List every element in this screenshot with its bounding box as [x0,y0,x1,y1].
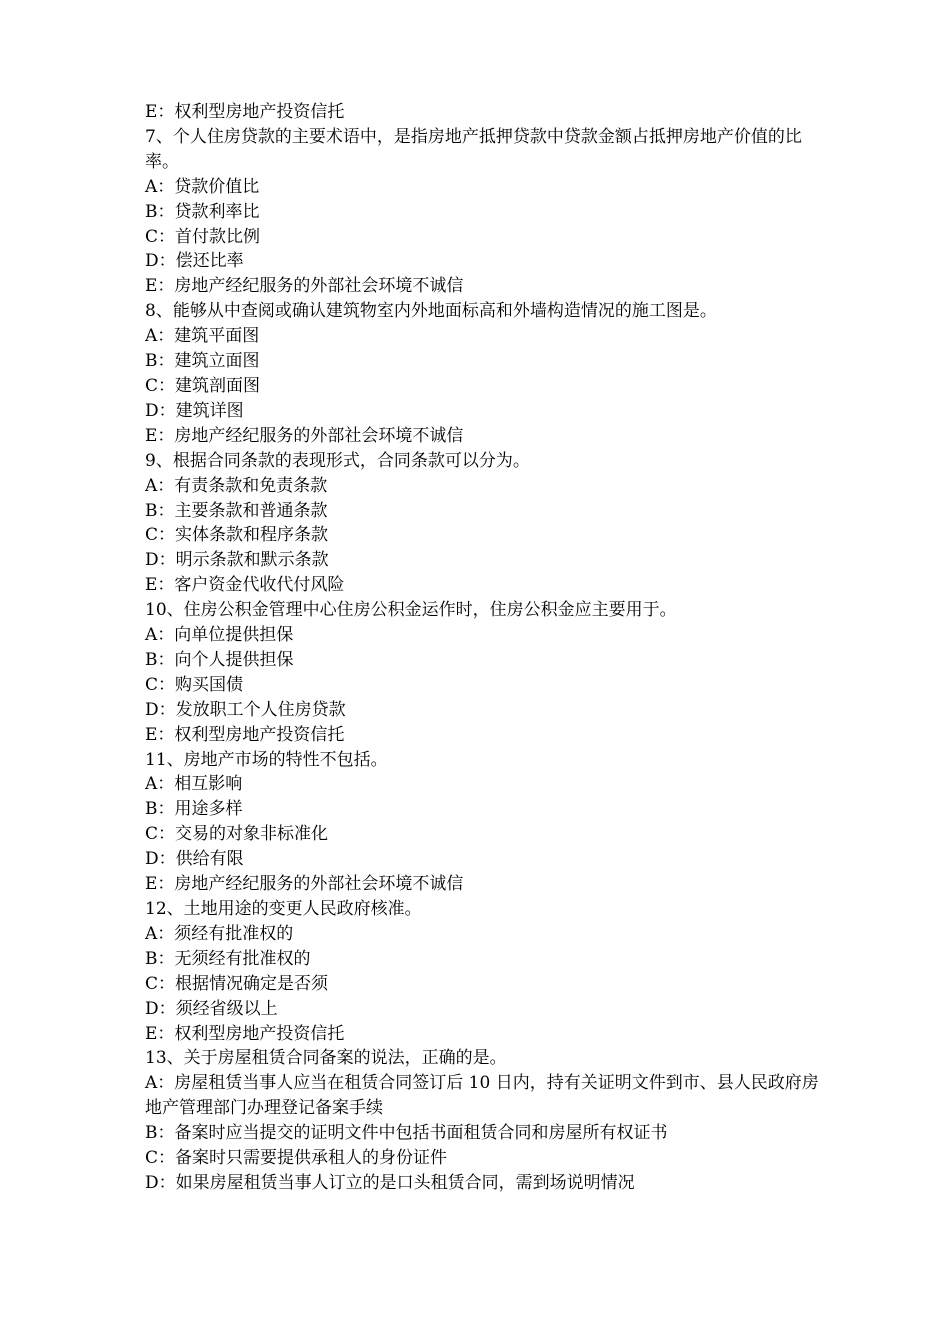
option-d-q12: D：须经省级以上 [145,998,278,1019]
option-d-q13: D：如果房屋租赁当事人订立的是口头租赁合同，需到场说明情况 [145,1172,635,1193]
option-c-q13: C：备案时只需要提供承租人的身份证件 [145,1148,448,1169]
option-e-q7: E：房地产经纪服务的外部社会环境不诚信 [145,276,464,297]
option-b-q13: B：备案时应当提交的证明文件中包括书面租赁合同和房屋所有权证书 [145,1123,668,1144]
question-9: 9、根据合同条款的表现形式，合同条款可以分为。 [145,450,530,471]
option-c-q9: C：实体条款和程序条款 [145,525,329,546]
option-b-q11: B：用途多样 [145,799,243,820]
option-d-q8: D：建筑详图 [145,400,244,421]
option-a-q13: A：房屋租赁当事人应当在租赁合同签订后 10 日内，持有关证明文件到市、县人民政府房地产管理部门办理登记备案手续 [145,1073,819,1119]
option-a-q10: A：向单位提供担保 [145,625,294,646]
option-b-q10: B：向个人提供担保 [145,649,294,670]
option-a-q9: A：有责条款和免责条款 [145,475,328,496]
option-c-q8: C：建筑剖面图 [145,375,261,396]
option-b-q12: B：无须经有批准权的 [145,948,311,969]
option-b-q9: B：主要条款和普通条款 [145,500,328,521]
question-13: 13、关于房屋租赁合同备案的说法，正确的是。 [145,1048,507,1069]
question-10: 10、住房公积金管理中心住房公积金运作时，住房公积金应主要用于。 [145,600,677,621]
option-e-q11: E：房地产经纪服务的外部社会环境不诚信 [145,874,464,895]
option-e-q6: E：权利型房地产投资信托 [145,102,345,122]
option-c-q10: C：购买国债 [145,674,244,695]
option-c-q12: C：根据情况确定是否须 [145,973,329,994]
option-e-q12: E：权利型房地产投资信托 [145,1023,345,1044]
option-b-q8: B：建筑立面图 [145,351,260,372]
option-a-q11: A：相互影响 [145,774,243,795]
question-8: 8、能够从中查阅或确认建筑物室内外地面标高和外墙构造情况的施工图是。 [145,301,717,322]
option-e-q9: E：客户资金代收代付风险 [145,575,345,596]
option-d-q9: D：明示条款和默示条款 [145,550,329,571]
question-12: 12、土地用途的变更人民政府核准。 [145,899,422,919]
option-d-q7: D：偿还比率 [145,251,244,272]
option-d-q10: D：发放职工个人住房贷款 [145,699,346,720]
option-e-q8: E：房地产经纪服务的外部社会环境不诚信 [145,425,464,446]
option-a-q7: A：贷款价值比 [145,176,260,197]
option-b-q7: B：贷款利率比 [145,201,260,222]
question-11: 11、房地产市场的特性不包括。 [145,749,388,770]
option-a-q8: A：建筑平面图 [145,326,260,347]
option-d-q11: D：供给有限 [145,849,244,870]
document-page [145,100,825,1196]
option-a-q12: A：须经有批准权的 [145,923,294,944]
option-e-q10: E：权利型房地产投资信托 [145,724,345,745]
question-7: 7、个人住房贷款的主要术语中，是指房地产抵押贷款中贷款金额占抵押房地产价值的比率。 [145,126,802,172]
option-c-q11: C：交易的对象非标准化 [145,824,329,845]
option-c-q7: C：首付款比例 [145,226,261,247]
